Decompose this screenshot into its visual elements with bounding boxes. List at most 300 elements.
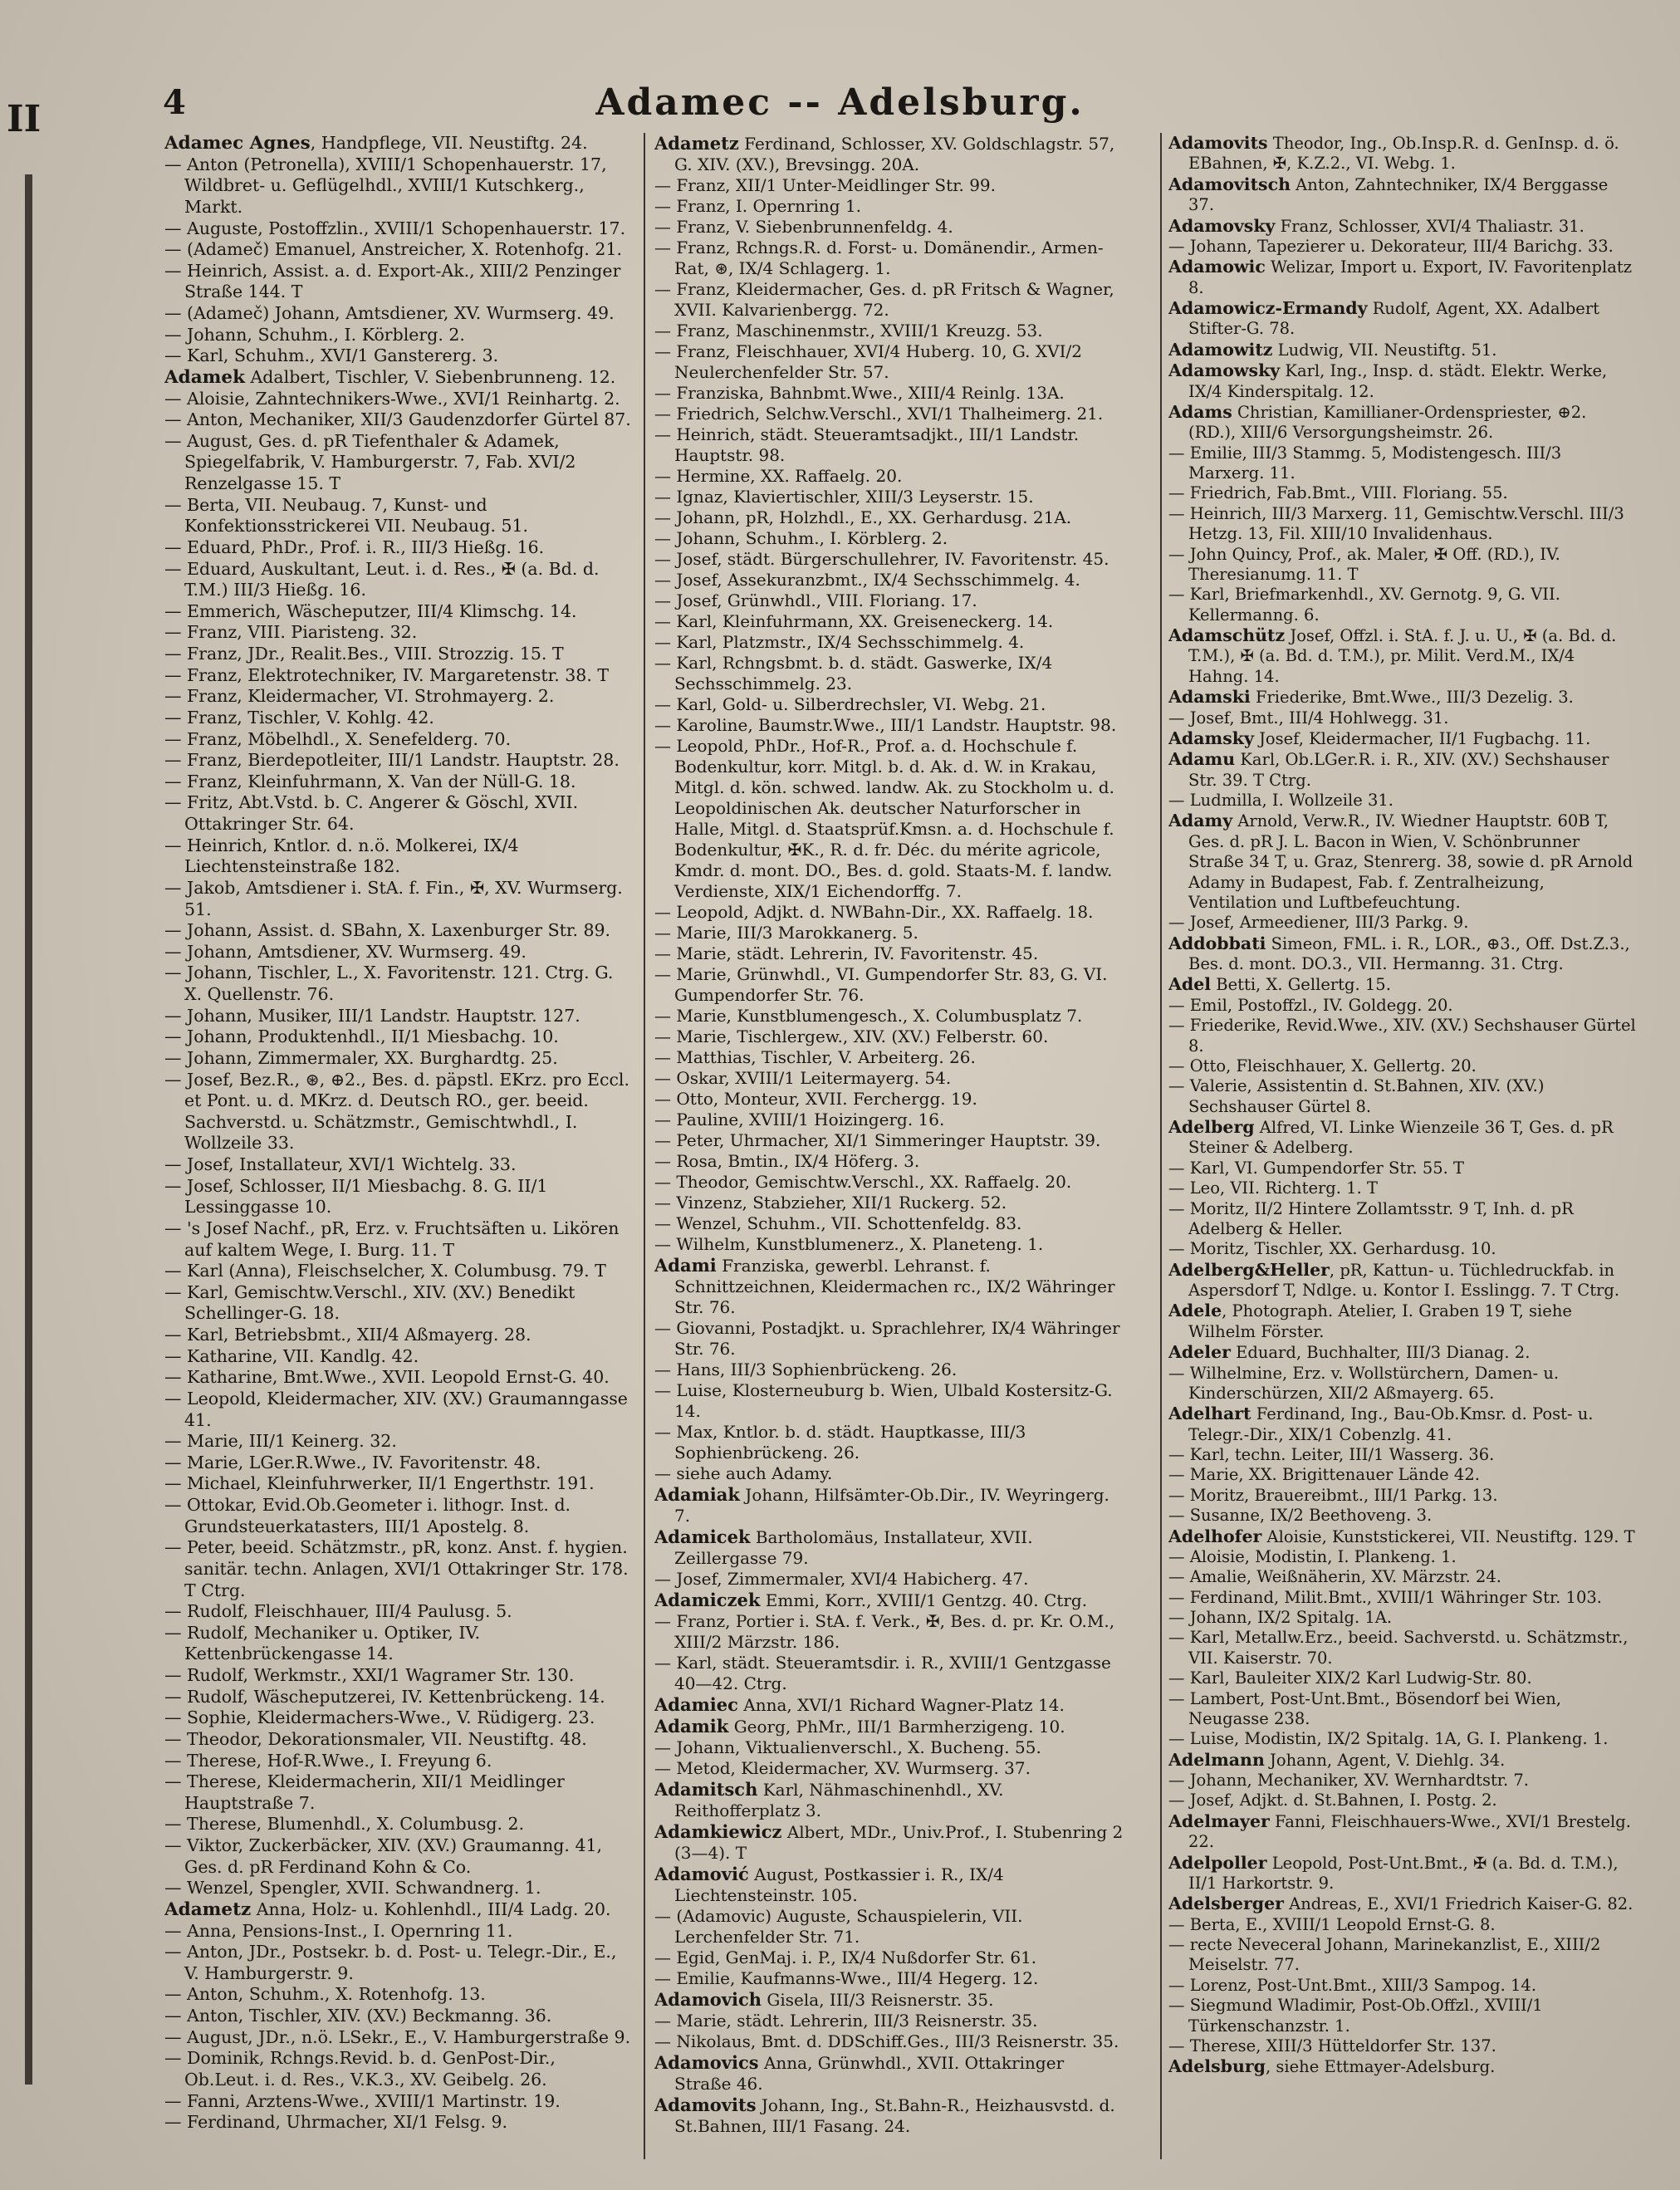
entry-text: Karl, Ing., Insp. d. städt. Elektr. Werke, IX/4 Kinderspitalg. 12. [1188,361,1608,401]
entry-text: Welizar, Import u. Export, IV. Favoritenplatz 8. [1188,257,1632,297]
entry [1168,1588,1638,1608]
entry-text: — Marie, XX. Brigittenauer Lände 42. [1168,1465,1480,1485]
entry-head [654,1526,1124,1569]
entry [164,537,634,559]
entry [654,466,1124,487]
entry-surname: Adamovich [654,1989,762,2010]
entry-text: Franz, Schlosser, XVI/4 Thaliastr. 31. [1275,216,1584,236]
entry-head [1168,1750,1638,1771]
entry [1168,1771,1638,1791]
entry [654,1006,1124,1026]
entry-surname: Adamowic [1168,257,1266,277]
entry-text: — Viktor, Zuckerbäcker, XIV. (XV.) Graumanng. 41, Ges. d. pR Ferdinand Kohn & Co. [164,1835,603,1877]
entry-surname: Adamy [1168,811,1233,831]
entry [164,1942,634,1984]
entry-text: — Sophie, Kleidermachers-Wwe., V. Rüdigerg. 23. [164,1707,595,1728]
entry [164,1687,634,1708]
entry-text: — Josef, Zimmermaler, XVI/4 Habicherg. 47. [654,1569,1029,1589]
entry [164,878,634,920]
entry [164,920,634,942]
entry [164,2027,634,2049]
entry-head [654,2094,1124,2137]
entry-text: — Johann, Assist. d. SBahn, X. Laxenburger Str. 89. [164,920,611,941]
entry [654,694,1124,715]
entry [654,1968,1124,1989]
entry-text: — Johann, Schuhm., I. Körblerg. 2. [164,324,465,345]
entry-surname: Adelpoller [1168,1852,1267,1873]
entry-text: — Karl, VI. Gumpendorfer Str. 55. T [1168,1158,1465,1178]
entry-text: — Moritz, Tischler, XX. Gerhardusg. 10. [1168,1239,1496,1259]
entry-text: — Karl, Platzmstr., IX/4 Sechsschimmelg. 4. [654,632,1025,652]
binding-edge [25,174,32,2085]
entry-text: — Rudolf, Werkmstr., XXI/1 Wagramer Str. 130. [164,1665,575,1685]
entry-text: — Karl, Rchngsbmt. b. d. städt. Gaswerke, IX/4 Sechsschimmelg. 23. [654,653,1053,693]
entry-text: — Franziska, Bahnbmt.Wwe., XIII/4 Reinlg. 13A. [654,383,1065,403]
entry-text: — Franz, Portier i. StA. f. Verk., ✠, Bes. d. pr. Kr. O.M., XIII/2 Märzstr. 186. [654,1611,1115,1652]
entry [654,528,1124,549]
entry [164,644,634,665]
entry-surname: Adamovitsch [1168,174,1291,194]
entry-text: — Theodor, Dekorationsmaler, VII. Neustiftg. 48. [164,1728,587,1749]
entry-text: — Heinrich, III/3 Marxerg. 11, Gemischtw.Verschl. III/3 Hetzg. 13, Fil. XIII/10 Invalidenhaus. [1168,503,1624,544]
entry-text: — Karl, Briefmarkenhdl., XV. Gernotg. 9, G. VII. Kellermanng. 6. [1168,585,1560,625]
entry-text: — Katharine, Bmt.Wwe., XVII. Leopold Ernst-G. 40. [164,1367,610,1388]
entry [654,279,1124,321]
entry-text: — Leopold, Kleidermacher, XIV. (XV.) Graumanngasse 41. [164,1388,628,1430]
entry-surname: Adamovits [654,2094,757,2115]
entry-text: — Aloisie, Modistin, I. Plankeng. 1. [1168,1546,1457,1566]
entry-text: Karl, Ob.LGer.R. i. R., XIV. (XV.) Sechshauser Str. 39. T Ctrg. [1188,750,1609,790]
entry [654,923,1124,943]
entry-head [654,1864,1124,1906]
entry [1168,1729,1638,1749]
entry-text: — Eduard, Auskultant, Leut. i. d. Res., ✠ (a. Bd. d. T.M.) III/3 Hießg. 16. [164,558,600,600]
entry-text: — Franz, Kleinfuhrmann, X. Van der Nüll-G. 18. [164,771,576,791]
entry-text: Bartholomäus, Installateur, XVII. Zeillergasse 79. [674,1527,1033,1568]
entry-surname: Addobbati [1168,933,1266,953]
entry [164,1771,634,1814]
entry-head [1168,974,1638,995]
entry-surname: Adamu [1168,749,1236,770]
entry-text: — Johann, Schuhm., I. Körblerg. 2. [654,528,948,548]
entry-surname: Adamkiewicz [654,1821,782,1842]
entry-text: — siehe auch Adamy. [654,1463,833,1483]
entry-text: — Matthias, Tischler, V. Arbeiterg. 26. [654,1047,976,1067]
entry [1168,443,1638,484]
entry-text: — August, Ges. d. pR Tiefenthaler & Adamek, Spiegelfabrik, V. Hamburgerstr. 7, Fab. XVI/2 Renzelgasse 15. T [164,430,576,493]
entry [654,1422,1124,1463]
entry [654,217,1124,238]
entry [1168,1668,1638,1688]
entry-head [654,1694,1124,1716]
entry-head [1168,1894,1638,1914]
entry-text: Albert, MDr., Univ.Prof., I. Stubenring 2 (3—4). T [674,1822,1124,1863]
entry [654,404,1124,424]
entry-text: — Auguste, Postoffzlin., XVIII/1 Schopenhauerstr. 17. [164,218,626,238]
entry-text: — recte Neveceral Johann, Marinekanzlist, E., XIII/2 Meiselstr. 77. [1168,1935,1601,1975]
entry-text: — Franz, Kleidermacher, Ges. d. pR Fritsch & Wagner, XVII. Kalvarienbergg. 72. [654,279,1114,320]
entry [164,1176,634,1218]
entry [654,1193,1124,1213]
entry-text: Alfred, VI. Linke Wienzeile 36 T, Ges. d. pR Steiner & Adelberg. [1188,1118,1614,1158]
entry-text: — Otto, Monteur, XVII. Ferchergg. 19. [654,1089,977,1109]
entry [654,943,1124,964]
entry-surname: Adams [1168,401,1232,422]
entry-text: — Rudolf, Wäscheputzerei, IV. Kettenbrückeng. 14. [164,1686,605,1707]
entry [654,1130,1124,1151]
entry [1168,1506,1638,1526]
entry [654,2031,1124,2052]
entry [654,902,1124,923]
entry [654,964,1124,1006]
entry-text: Ludwig, VII. Neustiftg. 51. [1272,340,1497,360]
entry [654,507,1124,528]
entry-text: — Karoline, Baumstr.Wwe., III/1 Landstr. Hauptstr. 98. [654,715,1117,735]
entry [164,1154,634,1176]
entry [654,341,1124,383]
entry-text: Anna, Holz- u. Kohlenhdl., III/4 Ladg. 20. [251,1898,611,1919]
entry-text: — Karl, Gold- u. Silberdrechsler, VI. Webg. 21. [654,694,1046,714]
entry [164,495,634,537]
entry-head [1168,174,1638,216]
entry-text: — Franz, Maschinenmstr., XVIII/1 Kreuzg. 53. [654,321,1043,341]
entry [654,1110,1124,1130]
entry-text: — Anton (Petronella), XVIII/1 Schopenhauerstr. 17, Wildbret- u. Geflügelhdl., XVIII/1 Kutschkerg., Markt. [164,154,607,217]
entry-text: — Johann, IX/2 Spitalg. 1A. [1168,1608,1393,1627]
entry-text: — Wenzel, Schuhm., VII. Schottenfeldg. 83. [654,1213,1022,1233]
entry [164,1325,634,1346]
entry [164,1495,634,1537]
entry-surname: Adelmann [1168,1749,1265,1770]
entry [164,665,634,687]
entry [1168,1996,1638,2036]
entry [1168,1547,1638,1567]
entry-text: — Peter, beeid. Schätzmstr., pR, konz. Anst. f. hygien. sanitär. techn. Anlagen, XVI/1 Ottakringer Str. 178. T Ctrg. [164,1537,629,1600]
running-head: Adamec -- Adelsburg. [595,81,1085,124]
entry-text: Anna, Grünwhdl., XVII. Ottakringer Straße 46. [674,2053,1065,2094]
entry [1168,1199,1638,1240]
entry-text: — Amalie, Weißnäherin, XV. Märzstr. 24. [1168,1567,1501,1587]
entry-surname: Adamicek [654,1526,751,1547]
entry-text: — Johann, Mechaniker, XV. Wernhardtstr. 7. [1168,1771,1529,1790]
entry-text: — Luise, Modistin, IX/2 Spitalg. 1A, G. I. Plankeng. 1. [1168,1729,1609,1749]
entry [1168,1608,1638,1628]
entry-text: — Franz, Kleidermacher, VI. Strohmayerg. 2. [164,686,555,707]
entry-text: — Emil, Postoffzl., IV. Goldegg. 20. [1168,995,1453,1015]
entry-text: Arnold, Verw.R., IV. Wiedner Hauptstr. 60B T, Ges. d. pR J. L. Bacon in Wien, V. Schönbrunner Straße 34 T, u. Graz, Stenrerg. 38, sowie d. pR Arnold Adamy in Budapest, Fab. f. Zentralheizung, Ventilation und Luftbefeuchtung. [1188,811,1633,912]
entry-surname: Adametz [164,1898,252,1920]
entry-text: — August, JDr., n.ö. LSekr., E., V. Hamburgerstraße 9. [164,2026,631,2047]
entry-text: — Karl, Betriebsbmt., XII/4 Aßmayerg. 28. [164,1325,531,1345]
entry-text: Christian, Kamillianer-Ordenspriester, ⊕2. (RD.), XIII/6 Versorgungsheimstr. 26. [1188,402,1587,443]
entry [1168,545,1638,585]
entry [654,653,1124,694]
entry-text: — Johann, Produktenhdl., II/1 Miesbachg. 10. [164,1026,559,1047]
entry-head [164,1899,634,1921]
entry-head [654,1590,1124,1611]
entry-surname: Adele [1168,1301,1222,1321]
entry [164,1537,634,1601]
entry [164,1601,634,1623]
entry-text: — Valerie, Assistentin d. St.Bahnen, XIV. (XV.) Sechshauser Gürtel 8. [1168,1076,1545,1116]
entry-text: — Eduard, PhDr., Prof. i. R., III/3 Hießg. 16. [164,536,545,557]
entry-text: — Pauline, XVIII/1 Hoizingerg. 16. [654,1110,945,1129]
entry [654,1151,1124,1172]
entry-surname: Adamschütz [1168,625,1286,645]
entry-surname: Adamowitz [1168,339,1273,360]
entry-text: — Katharine, VII. Kandlg. 42. [164,1345,419,1366]
entry-text: — Leopold, PhDr., Hof-R., Prof. a. d. Hochschule f. Bodenkultur, korr. Mitgl. b. d. Ak. d. W. in Krakau, Mitgl. d. kön. schwed. landw. Ak. zu Stockholm u. d. Leopoldinischen Ak. deutscher Naturforscher in Halle, Mitgl. d. Staatsprüf.Kmsn. a. d. Hochschule f. Bodenkultur, ✠K., R. d. fr. Déc. du mérite agricole, Kmdr. d. mont. DO., Bes. d. gold. Staats-M. f. landw. Verdienste, XIX/1 Eichendorffg. 7. [654,736,1114,901]
entry-text: Josef, Offzl. i. StA. f. J. u. U., ✠ (a. Bd. d. T.M.), ✠ (a. Bd. d. T.M.), pr. Milit. Verd.M., IX/4 Hahng. 14. [1188,626,1617,686]
entry-head [1168,687,1638,708]
entry-text: — Berta, VII. Neubaug. 7, Kunst- und Konfektionsstrickerei VII. Neubaug. 51. [164,494,529,536]
entry-text: , pR, Kattun- u. Tüchledruckfab. in Aspersdorf T, Ndlge. u. Kontor I. Esslingg. 7. T Ctrg. [1188,1260,1620,1300]
entry [164,1048,634,1070]
entry-text: Johann, Hilfsämter-Ob.Dir., IV. Weyringerg. 7. [674,1485,1109,1526]
entry-text: — Marie, städt. Lehrerin, IV. Favoritenstr. 45. [654,943,1039,963]
entry [164,2006,634,2027]
entry-surname: Adeler [1168,1342,1231,1363]
entry-text: — Marie, Tischlergew., XIV. (XV.) Felberstr. 60. [654,1026,1049,1046]
entry [1168,1076,1638,1117]
entry-head [1168,133,1638,174]
entry-text: — Friedrich, Fab.Bmt., VIII. Floriang. 55. [1168,483,1508,503]
entry-head [164,367,634,389]
entry-text: — Rudolf, Mechaniker u. Optiker, IV. Kettenbrückengasse 14. [164,1622,481,1664]
entry-surname: Adamiak [654,1484,740,1505]
entry-text: — Oskar, XVIII/1 Leitermayerg. 54. [654,1068,952,1088]
entry-text: — Josef, Adjkt. d. St.Bahnen, I. Postg. 2. [1168,1791,1497,1810]
entry-text: Josef, Kleidermacher, II/1 Fugbachg. 11. [1253,728,1591,748]
entry [164,1729,634,1751]
entry-text: — Karl, techn. Leiter, III/1 Wasserg. 36. [1168,1445,1495,1464]
entry-text: — Berta, E., XVIII/1 Leopold Ernst-G. 8. [1168,1914,1496,1934]
entry-text: — Ottokar, Evid.Ob.Geometer i. lithogr. Inst. d. Grundsteuerkatasters, III/1 Apostelg. 8. [164,1495,571,1536]
entry-text: — Leo, VII. Richterg. 1. T [1168,1178,1378,1198]
entry [164,1006,634,1027]
entry-text: — Marie, III/3 Marokkanerg. 5. [654,923,918,943]
entry-text: — Marie, Grünwhdl., VI. Gumpendorfer Str. 83, G. VI. Gumpendorfer Str. 76. [654,964,1108,1005]
entry-text: August, Postkassier i. R., IX/4 Liechtensteinstr. 105. [674,1864,1004,1905]
entry-surname: Adamović [654,1864,749,1884]
entry-head [1168,1117,1638,1159]
entry [164,154,634,218]
entry [1168,504,1638,545]
entry [654,611,1124,632]
entry [1168,913,1638,933]
entry-text: — Therese, Kleidermacherin, XII/1 Meidlinger Hauptstraße 7. [164,1771,565,1813]
entry-text: — Fanni, Arztens-Wwe., XVIII/1 Martinstr. 19. [164,2090,561,2111]
entry-text: Friederike, Bmt.Wwe., III/3 Dezelig. 3. [1250,688,1574,708]
column-2 [654,133,1124,2159]
entry-text: — Johann, Musiker, III/1 Landstr. Hauptstr. 127. [164,1005,580,1026]
entry-text: — Max, Kntlor. b. d. städt. Hauptkasse, III/3 Sophienbrückeng. 26. [654,1422,1026,1462]
entry [654,632,1124,653]
entry-text: — Michael, Kleinfuhrwerker, II/1 Engerthstr. 191. [164,1473,595,1494]
entry [164,1070,634,1155]
entry [164,686,634,708]
entry [654,549,1124,570]
entry [654,1047,1124,1068]
entry [654,715,1124,736]
entry [654,590,1124,611]
entry-text: — Moritz, Brauereibmt., III/1 Parkg. 13. [1168,1485,1498,1505]
entry-text: — Franz, Tischler, V. Kohlg. 42. [164,707,434,728]
entry [164,792,634,835]
entry-text: — Wilhelm, Kunstblumenerz., X. Planeteng. 1. [654,1234,1044,1254]
entry-head [1168,728,1638,749]
entry-text: — John Quincy, Prof., ak. Maler, ✠ Off. (RD.), IV. Theresianumg. 11. T [1168,544,1560,584]
entry-surname: Adelhofer [1168,1526,1262,1546]
entry [164,750,634,772]
entry [1168,1486,1638,1506]
entry-head [654,1484,1124,1526]
entry-head [1168,1301,1638,1342]
entry-text: Johann, Ing., St.Bahn-R., Heizhausvstd. d. St.Bahnen, III/1 Fasang. 24. [674,2095,1115,2136]
entry-surname: Adamitsch [654,1779,758,1800]
entry-text: — Franz, I. Opernring 1. [654,196,862,216]
entry-text: Gisela, III/3 Reisnerstr. 35. [762,1990,994,2010]
entry-text: — Josef, städt. Bürgerschullehrer, IV. Favoritenstr. 45. [654,549,1109,569]
entry-text: — Josef, Grünwhdl., VIII. Floriang. 17. [654,590,977,610]
entry-text: — Johann, Viktualienverschl., X. Bucheng. 55. [654,1737,1041,1757]
entry-head [654,1989,1124,2011]
entry-surname: Adamiec [654,1694,738,1715]
entry [1168,1016,1638,1056]
entry [164,1984,634,2006]
entry [1168,1689,1638,1730]
entry-text: — Wenzel, Spengler, XVII. Schwandnerg. 1. [164,1878,541,1898]
entry [654,196,1124,217]
entry-text: — (Adameč) Johann, Amtsdiener, XV. Wurmserg. 49. [164,303,615,323]
entry [654,1569,1124,1590]
entry [164,1282,634,1325]
entry-surname: Adami [654,1255,717,1276]
entry-text: — Franz, VIII. Piaristeng. 32. [164,622,418,643]
entry-text: — Leopold, Adjkt. d. NWBahn-Dir., XX. Raffaelg. 18. [654,902,1094,922]
entry [164,303,634,325]
entry-text: Anna, XVI/1 Richard Wagner-Platz 14. [737,1695,1065,1715]
entry [164,1473,634,1495]
entry-head [1168,811,1638,913]
entry-text: — Karl (Anna), Fleischselcher, X. Columbusg. 79. T [164,1261,606,1281]
entry [164,1665,634,1687]
entry-head [654,1779,1124,1821]
page-number: 4 [163,83,186,122]
entry [1168,1935,1638,1976]
entry [164,1218,634,1261]
entry-text: Eduard, Buchhalter, III/3 Dianag. 2. [1230,1343,1531,1363]
entry-text: Fanni, Fleischhauers-Wwe., XVI/1 Brestelg. 22. [1188,1811,1631,1852]
entry [654,1653,1124,1694]
entry [164,1261,634,1282]
entry [654,1089,1124,1110]
entry-text: — (Adamovic) Auguste, Schauspielerin, VII. Lerchenfelder Str. 71. [654,1906,1023,1947]
entry-text: Emmi, Korr., XVIII/1 Gentzg. 40. Ctrg. [760,1590,1088,1610]
entry [654,1463,1124,1484]
entry-text: — Rosa, Bmtin., IX/4 Höferg. 3. [654,1151,920,1171]
edge-mark: II [7,98,42,140]
entry-text: — Luise, Klosterneuburg b. Wien, Ulbald Kostersitz-G. 14. [654,1380,1113,1421]
entry-head [1168,1260,1638,1301]
entry [1168,1239,1638,1259]
entry-text: — Friedrich, Selchw.Verschl., XVI/1 Thalheimerg. 21. [654,404,1104,424]
entry-surname: Adamiczek [654,1590,761,1610]
entry [654,2011,1124,2031]
entry-text: — Fritz, Abt.Vstd. b. C. Angerer & Göschl, XVII. Ottakringer Str. 64. [164,792,579,834]
entry-text: — Josef, Assekuranzbmt., IX/4 Sechsschimmelg. 4. [654,570,1080,590]
entry-head [1168,360,1638,402]
entry-text: Betti, X. Gellertg. 15. [1211,975,1391,995]
entry [1168,1791,1638,1810]
entry-head [1168,257,1638,298]
entry [654,1737,1124,1758]
entry-text: — Giovanni, Postadjkt. u. Sprachlehrer, IX/4 Währinger Str. 76. [654,1318,1120,1359]
entry-text: — Anton, Mechaniker, XII/3 Gaudenzdorfer Gürtel 87. [164,409,631,430]
entry-text: — Theodor, Gemischtw.Verschl., XX. Raffaelg. 20. [654,1172,1072,1192]
entry [164,622,634,644]
entry-text: — Karl, Bauleiter XIX/2 Karl Ludwig-Str. 80. [1168,1668,1532,1688]
entry-head [1168,1811,1638,1853]
entry [654,1213,1124,1234]
column-3 [1168,133,1638,2159]
entry-text: — Karl, Metallw.Erz., beeid. Sachverstd. u. Schätzmstr., VII. Kaiserstr. 70. [1168,1628,1629,1668]
entry-text: — Josef, Bmt., III/4 Hohlwegg. 31. [1168,708,1449,728]
entry [164,2048,634,2090]
entry-head [654,1716,1124,1737]
entry [164,1835,634,1878]
entry-head [654,1821,1124,1864]
entry-text: — Marie, III/1 Keinerg. 32. [164,1431,397,1452]
entry [164,431,634,495]
entry [654,175,1124,196]
entry-text: Simeon, FML. i. R., LOR., ⊕3., Off. Dst.Z.3., Bes. d. mont. DO.3., VII. Hermanng. 31. Ctrg. [1188,933,1630,973]
entry-text: — Dominik, Rchngs.Revid. b. d. GenPost-Dir., Ob.Leut. i. d. Res., V.K.3., XV. Geibelg. 26. [164,2048,556,2090]
entry [164,1431,634,1453]
entry-surname: Adelmayer [1168,1810,1270,1831]
entry [654,1026,1124,1047]
entry [164,1878,634,1899]
entry-text: — Heinrich, städt. Steueramtsadjkt., III/1 Landstr. Hauptstr. 98. [654,424,1080,465]
entry-text: — Ferdinand, Uhrmacher, XI/1 Felsg. 9. [164,2112,508,2133]
entry-head [1168,216,1638,237]
entry-text: — Emilie, III/3 Stammg. 5, Modistengesch. III/3 Marxerg. 11. [1168,443,1562,483]
entry-text: Leopold, Post-Unt.Bmt., ✠ (a. Bd. d. T.M.), II/1 Harkortstr. 9. [1188,1853,1619,1893]
entry-text: — Marie, Kunstblumengesch., X. Columbusplatz 7. [654,1006,1083,1026]
entry [164,772,634,793]
entry-text: Theodor, Ing., Ob.Insp.R. d. GenInsp. d. ö. EBahnen, ✠, K.Z.2., VI. Webg. 1. [1188,134,1619,174]
entry-head [1168,402,1638,443]
entry [164,1367,634,1389]
entry [654,1758,1124,1779]
entry [164,835,634,878]
entry [1168,585,1638,625]
entry-text: — 's Josef Nachf., pR, Erz. v. Fruchtsäften u. Likören auf kaltem Wege, I. Burg. 11. T [164,1217,620,1260]
entry-surname: Adametz [654,133,739,154]
entry-text: — Lorenz, Post-Unt.Bmt., XIII/3 Sampog. 14. [1168,1975,1537,1995]
entry-text: — Friederike, Revid.Wwe., XIV. (XV.) Sechshauser Gürtel 8. [1168,1016,1636,1056]
entry-text: — Peter, Uhrmacher, XI/1 Simmeringer Hauptstr. 39. [654,1130,1101,1150]
entry-text: — Franz, Bierdepotleiter, III/1 Landstr. Hauptstr. 28. [164,750,620,771]
entry-text: Aloisie, Kunststickerei, VII. Neustiftg. 129. T [1261,1526,1635,1546]
entry [654,1360,1124,1380]
entry-text: — Josef, Schlosser, II/1 Miesbachg. 8. G. II/1 Lessinggasse 10. [164,1175,548,1217]
entry-text: Adalbert, Tischler, V. Siebenbrunneng. 12. [244,366,616,387]
entry-text: — Therese, Blumenhdl., X. Columbusg. 2. [164,1814,525,1835]
entry-text: — Marie, LGer.R.Wwe., IV. Favoritenstr. 48. [164,1452,541,1472]
entry-head [1168,1342,1638,1363]
entry-text: — Jakob, Amtsdiener i. StA. f. Fin., ✠, XV. Wurmserg. 51. [164,877,623,919]
